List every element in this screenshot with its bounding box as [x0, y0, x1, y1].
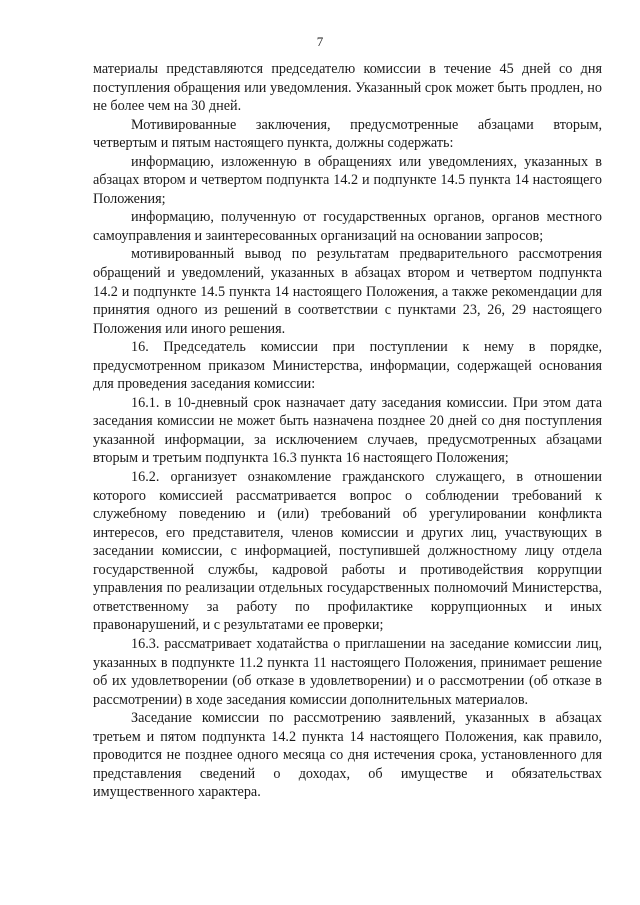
paragraph-item-16-3: 16.3. рассматривает ходатайства о приглашении на заседание комиссии лиц, указанных в подпункте 11.2 пункта 11 настоящего Положения, принимает решение об их удовлетворении (об отказе в удовлетворении) и о рассмотрении (об отказе в рассмотрении) в ходе заседания комиссии дополнительных материалов.: [93, 635, 602, 708]
page-number: 7: [316, 34, 324, 49]
document-body: [93, 60, 602, 802]
paragraph-item-16: 16. Председатель комиссии при поступлении к нему в порядке, предусмотренном приказом Министерства, информации, содержащей основания для проведения заседания комиссии:: [93, 339, 602, 393]
paragraph-item-16-1: 16.1. в 10-дневный срок назначает дату заседания комиссии. При этом дата заседания комиссии не может быть назначена позднее 20 дней со дня поступления указанной информации, за исключением случаев, предусмотренных абзацами вторым и третьим подпункта 16.3 пункта 16 настоящего Положения;: [93, 394, 602, 467]
paragraph-motivated-conclusion: мотивированный вывод по результатам предварительного рассмотрения обращений и уведомлений, указанных в абзацах втором и четвертом подпункта 14.2 и подпункте 14.5 пункта 14 настоящего Положения, а также рекомендации для принятия одного из решений в соответствии с пунктами 23, 26, 29 настоящего Положения или иного решения.: [93, 246, 602, 337]
paragraph-info-from-agencies: информацию, полученную от государственных органов, органов местного самоуправления и заинтересованных организаций на основании запросов;: [93, 209, 602, 244]
paragraph-continuation: материалы представляются председателю комиссии в течение 45 дней со дня поступления обращения или уведомления. Указанный срок может быть продлен, но не более чем на 30 дней.: [93, 61, 602, 115]
paragraph-item-16-2: 16.2. организует ознакомление гражданского служащего, в отношении которого комиссией рассматривается вопрос о соблюдении требований к служебному поведению и (или) требований об урегулировании конфликта интересов, его представителя, членов комиссии и других лиц, участвующих в заседании комиссии, с информацией, поступившей должностному лицу отдела государственной службы, кадровой работы и противодействия коррупции управления по реализации отдельных государственных полномочий Министерства, ответственному за работу по профилактике коррупционных и иных правонарушений, и с результатами ее проверки;: [93, 469, 602, 634]
paragraph-info-from-appeals: информацию, изложенную в обращениях или уведомлениях, указанных в абзацах втором и четвертом подпункта 14.2 и подпункте 14.5 пункта 14 настоящего Положения;: [93, 153, 602, 207]
paragraph-meeting-timing: Заседание комиссии по рассмотрению заявлений, указанных в абзацах третьем и пятом подпункта 14.2 пункта 14 настоящего Положения, как правило, проводится не позднее одного месяца со дня истечения срока, установленного для представления сведений о доходах, об имуществе и обязательствах имущественного характера.: [93, 710, 602, 801]
paragraph-motivated-conclusions: Мотивированные заключения, предусмотренные абзацами вторым, четвертым и пятым настоящего пункта, должны содержать:: [93, 116, 602, 152]
